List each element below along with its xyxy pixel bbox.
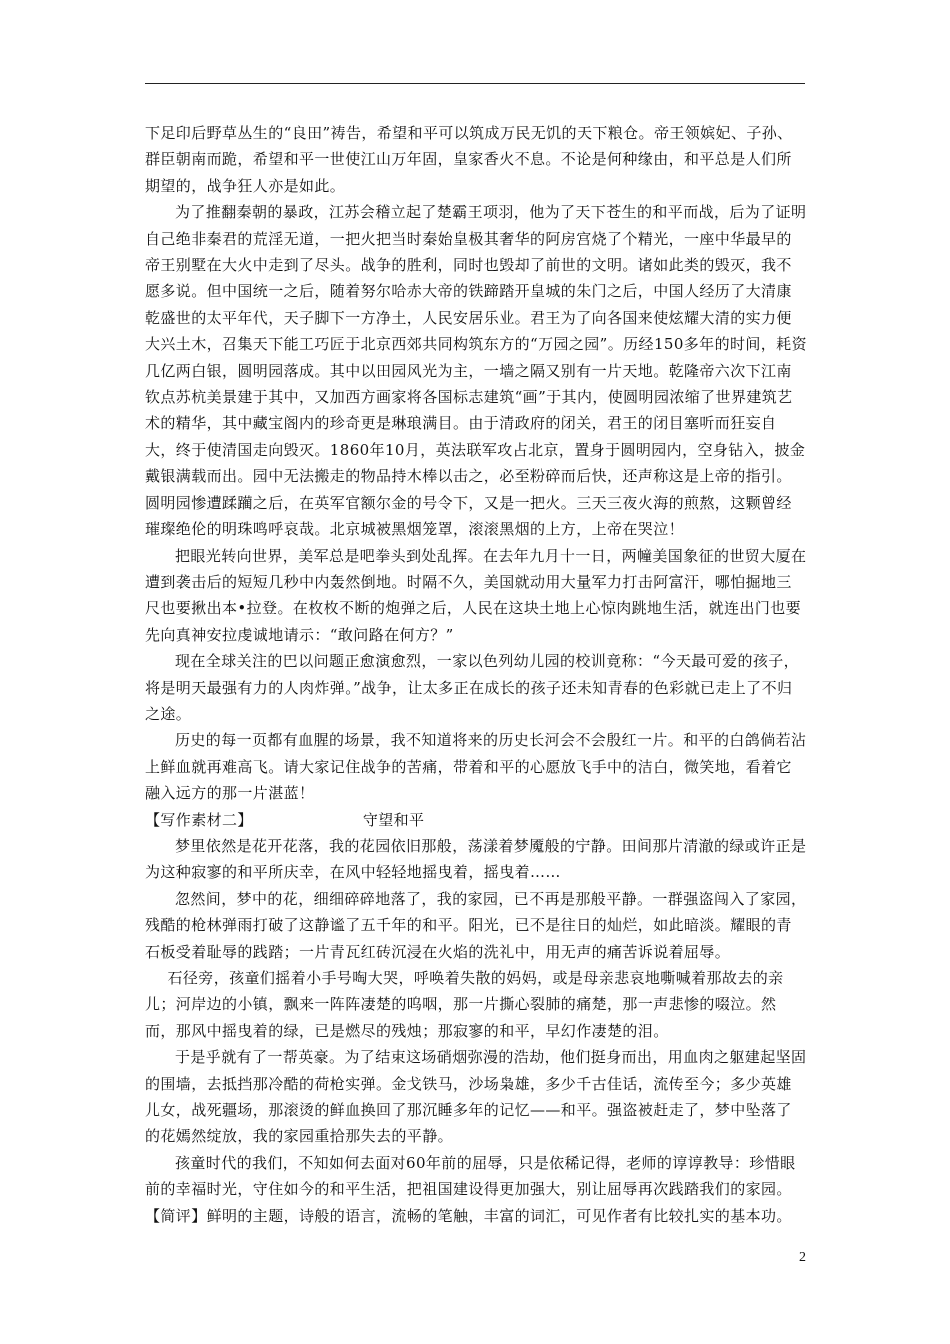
- section-label: 【写作素材二】: [145, 810, 253, 829]
- paragraph-children: 石径旁，孩童们摇着小手号啕大哭，呼唤着失散的妈妈，或是母亲悲哀地嘶喊着那故去的亲儿；河岸边的小镇，飘来一阵阵凄楚的呜咽，那一片撕心裂肺的痛楚，那一声悲惨的啜泣。然而，那风中摇曳着的绿，已是燃尽的残烛；那寂寥的和平，早幻作凄楚的泪。: [145, 969, 784, 1040]
- paragraph-childhood: 孩童时代的我们，不知如何去面对60年前的屈辱，只是依稀记得，老师的谆谆教导：珍惜眼前的幸福时光，守住如今的和平生活，把祖国建设得更加强大，别让屈辱再次践踏我们的家园。: [145, 1153, 796, 1199]
- paragraph-continued: 下足印后野草丛生的“良田”祷告，希望和平可以筑成万民无饥的天下粮仓。帝王领嫔妃、子孙、群臣朝南而跪，希望和平一世使江山万年固，皇家香火不息。不论是何种缘由，和平总是人们所期望的，战争狂人亦是如此。: [145, 124, 793, 195]
- comment-paragraph: 【简评】鲜明的主题，诗般的语言，流畅的笔触，丰富的词汇，可见作者有比较扎实的基本功。: [145, 1206, 792, 1225]
- paragraph-world: 把眼光转向世界，美军总是吧拳头到处乱挥。在去年九月十一日，两幢美国象征的世贸大厦在遭到袭击后的短短几秒中内轰然倒地。时隔不久，美国就动用大量军力打击阿富汗，哪怕掘地三尺也要揪出本•拉登。在枚枚不断的炮弹之后，人民在这块土地上心惊肉跳地生活，就连出门也要先向真神安拉虔诚地请示：“敢问路在何方？”: [145, 546, 807, 644]
- paragraph-israel: 现在全球关注的巴以问题正愈演愈烈，一家以色列幼儿园的校训竟称：“今天最可爱的孩子，将是明天最强有力的人肉炸弹。”战争，让太多正在成长的孩子还未知青春的色彩就已走上了不归之途。: [145, 652, 800, 723]
- paragraph-xiangyu: 为了推翻秦朝的暴政，江苏会稽立起了楚霸王项羽，他为了天下苍生的和平而战，后为了证明自己绝非秦君的荒淫无道，一把火把当时秦始皇极其奢华的阿房宫烧了个精光，一座中华最早的帝王别墅在大火中走到了尽头。战争的胜利，同时也毁却了前世的文明。诸如此类的毁灭，我不愿多说。但中国统一之后，随着努尔哈赤大帝的铁蹄踏开皇城的朱门之后，中国人经历了大清康乾盛世的太平年代，天子脚下一方净土，人民安居乐业。君王为了向各国来使炫耀大清的实力便大兴土木，召集天下能工巧匠于北京西郊共同构筑东方的“万园之园”。历经150多年的时间，耗资几亿两白银，圆明园落成。其中以田园风光为主，一墙之隔又别有一片天地。乾隆帝六次下江南钦点苏杭美景建于其中，又加西方画家将各国标志建筑“画”于其内，使圆明园浓缩了世界建筑艺术的精华，其中藏宝阁内的珍奇更是琳琅满目。由于清政府的闭关，君王的闭目塞听而狂妄自大，终于使清国走向毁灭。1860年10月，英法联军攻占北京，置身于圆明园内，空身钻入，披金戴银满载而出。园中无法搬走的物品持木棒以击之，必至粉碎而后快，还声称这是上帝的指引。圆明园惨遭蹂躏之后，在英军官额尔金的号令下，又是一把火。三天三夜火海的煎熬，这颗曾经璀璨绝伦的明珠鸣呼哀哉。北京城被黑烟笼罩，滚滚黑烟的上方，上帝在哭泣！: [145, 203, 807, 539]
- paragraph-heroes: 于是乎就有了一帮英豪。为了结束这场硝烟弥漫的浩劫，他们挺身而出，用血肉之躯建起坚固的围墙，去抵挡那冷酷的荷枪实弹。金戈铁马，沙场枭雄，多少千古佳话，流传至今；多少英雄儿女，战死疆场，那滚烫的鲜血换回了那沉睡多年的记忆——和平。强盗被赶走了，梦中坠落了的花嫣然绽放，我的家园重拾那失去的平静。: [145, 1048, 807, 1146]
- page-number: 2: [799, 1250, 806, 1265]
- header-rule: [145, 83, 805, 84]
- paragraph-sudden: 忽然间，梦中的花，细细碎碎地落了，我的家园，已不再是那般平静。一群强盗闯入了家园，残酷的枪林弹雨打破了这静谧了五千年的和平。阳光，已不是往日的灿烂，如此暗淡。耀眼的青石板受着耻辱的践踏；一片青瓦红砖沉浸在火焰的洗礼中，用无声的痛苦诉说着屈辱。: [145, 889, 807, 961]
- document-body: [145, 120, 807, 1229]
- section-title: 守望和平: [362, 810, 425, 829]
- paragraph-dream: 梦里依然是花开花落，我的花园依旧那般，荡漾着梦魇般的宁静。田间那片清澈的绿或许正是为这种寂寥的和平所庆幸，在风中轻轻地摇曳着，摇曳着……: [145, 836, 807, 882]
- section-heading: [145, 807, 807, 833]
- paragraph-history: 历史的每一页都有血腥的场景，我不知道将来的历史长河会不会殷红一片。和平的白鸽倘若沾上鲜血就再难高飞。请大家记住战争的苦痛，带着和平的心愿放飞手中的洁白，微笑地，看着它融入远方的那一片湛蓝！: [145, 731, 807, 803]
